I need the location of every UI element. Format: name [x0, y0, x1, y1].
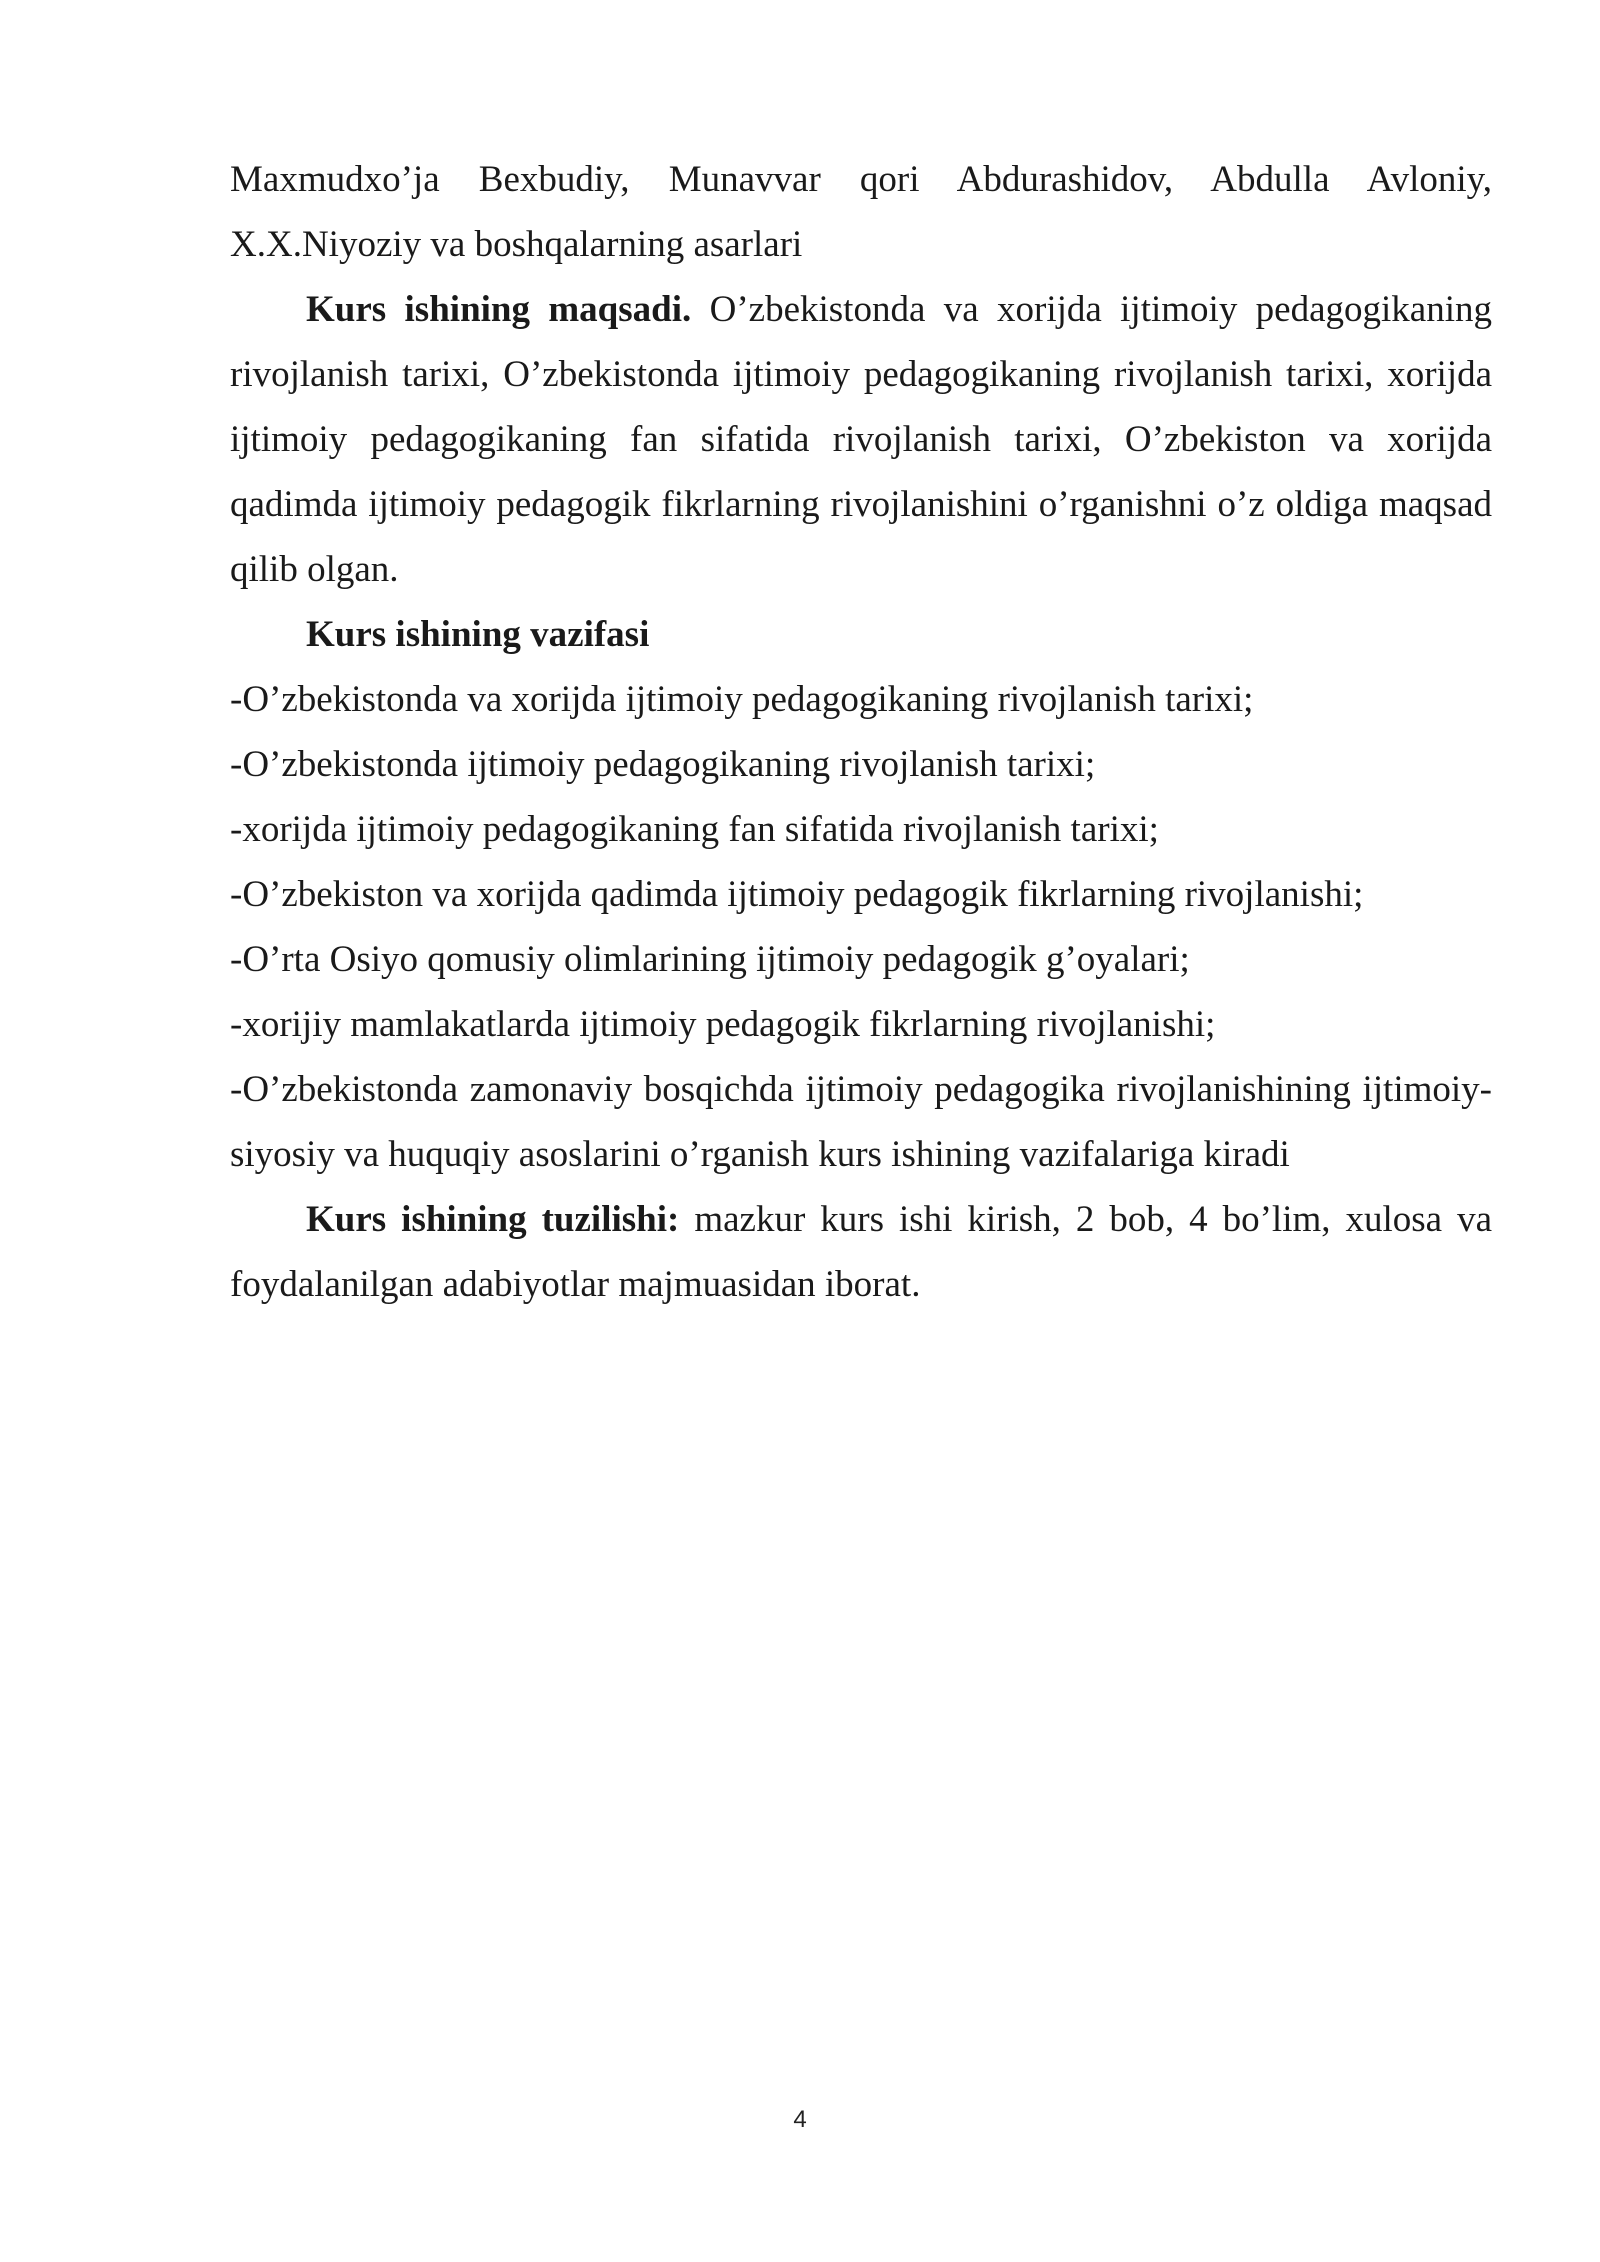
structure-heading: Kurs ishining tuzilishi:: [306, 1199, 680, 1240]
task-item: -xorijiy mamlakatlarda ijtimoiy pedagogik fikrlarning rivojlanishi;: [230, 1004, 1216, 1045]
goal-heading: Kurs ishining maqsadi.: [306, 289, 692, 330]
structure-text: mazkur kurs ishi kirish, 2 bob, 4 bo’lim, xulosa va foydalanilgan adabiyotlar majmuasidan iborat.: [230, 1199, 1493, 1305]
tasks-heading: [230, 602, 1492, 667]
page-number: 4: [793, 2106, 807, 2133]
page-content: [230, 147, 1492, 1317]
goal-text: O’zbekistonda va xorijda ijtimoiy pedagogikaning rivojlanish tarixi, O’zbekistonda ijtimoiy pedagogikaning rivojlanish tarixi, xorijda ijtimoiy pedagogikaning fan sifatida rivojlanish tarixi, O’zbekiston va xorijda qadimda ijtimoiy pedagogik fikrlarning rivojlanishini o’rganishni o’z oldiga maqsad qilib olgan.: [230, 289, 1493, 590]
task-item: -O’zbekistonda va xorijda ijtimoiy pedagogikaning rivojlanish tarixi;: [230, 679, 1254, 720]
task-item: -xorijda ijtimoiy pedagogikaning fan sifatida rivojlanish tarixi;: [230, 809, 1159, 850]
intro-paragraph: Maxmudxo’ja Bexbudiy, Munavvar qori Abdurashidov, Abdulla Avloniy, X.X.Niyoziy va boshqalarning asarlari: [230, 159, 1492, 265]
tasks-heading-text: Kurs ishining vazifasi: [306, 614, 650, 655]
task-item: -O’rta Osiyo qomusiy olimlarining ijtimoiy pedagogik g’oyalari;: [230, 939, 1190, 980]
structure-paragraph: [230, 1187, 1492, 1317]
task-item: -O’zbekistonda ijtimoiy pedagogikaning rivojlanish tarixi;: [230, 744, 1096, 785]
task-item: -O’zbekiston va xorijda qadimda ijtimoiy pedagogik fikrlarning rivojlanishi;: [230, 874, 1364, 915]
goal-paragraph: [230, 277, 1492, 602]
task-item: -O’zbekistonda zamonaviy bosqichda ijtimoiy pedagogika rivojlanishining ijtimoiy-siyosiy va huquqiy asoslarini o’rganish kurs ishining vazifalariga kiradi: [230, 1069, 1492, 1175]
